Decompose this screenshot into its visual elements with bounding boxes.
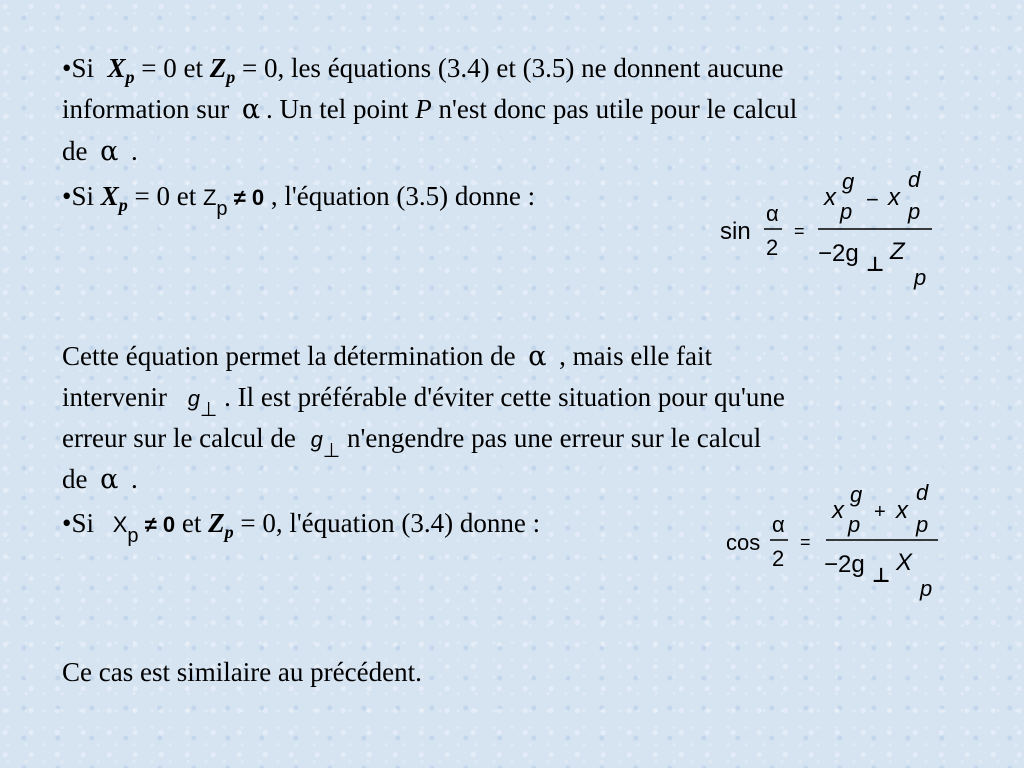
- var-Xp: $X_p$: [107, 53, 135, 87]
- equals: =: [800, 532, 811, 552]
- svg-text:d: d: [908, 167, 921, 192]
- g-perp-symbol: g⊥: [310, 427, 341, 462]
- condition-Xp-neq-0: Xp ≠ 0: [112, 512, 176, 547]
- var-Xp: $X_p$: [100, 181, 128, 215]
- alpha-symbol: α: [100, 136, 119, 167]
- two: 2: [772, 546, 785, 571]
- alpha-symbol: α: [528, 341, 547, 372]
- svg-text:p: p: [920, 576, 933, 601]
- svg-text:⊥: ⊥: [866, 254, 885, 276]
- svg-text:x: x: [896, 497, 908, 524]
- para1-line2: information sur α . Un tel point P n'est donc pas utile pour le calcul: [62, 94, 798, 125]
- fn-label: sin: [720, 218, 751, 245]
- formula-sin-svg: [718, 165, 958, 295]
- var-Zp: $Z_p$: [208, 508, 234, 542]
- svg-text:p: p: [914, 265, 927, 290]
- svg-text:g: g: [850, 482, 863, 507]
- svg-text:−2g: −2g: [818, 240, 859, 267]
- alpha: α: [772, 512, 785, 537]
- svg-text:x: x: [888, 184, 900, 211]
- svg-text:x: x: [824, 184, 836, 211]
- g-perp-symbol: g⊥: [187, 386, 218, 421]
- var-P: P: [415, 94, 432, 124]
- para4-line: •Si Xp ≠ 0 et $Z_p = 0$, l'équation (3.4) donne :: [62, 508, 541, 547]
- para3-line3: erreur sur le calcul de g⊥ n'engendre pas une erreur sur le calcul: [62, 423, 762, 462]
- para3-line1: Cette équation permet la détermination de α , mais elle fait: [62, 341, 713, 372]
- svg-text:p: p: [908, 199, 921, 224]
- svg-text:p: p: [848, 512, 861, 537]
- svg-text:X: X: [896, 549, 913, 576]
- para3-line2: intervenir g⊥ . Il est préférable d'éviter cette situation pour qu'une: [62, 382, 785, 421]
- alpha-symbol: α: [241, 94, 261, 125]
- formula-cos-svg: [724, 478, 964, 608]
- para2-line: •Si $X_p = 0$ et Zp ≠ 0 , l'équation (3.5) donne :: [62, 181, 536, 220]
- two: 2: [766, 235, 779, 260]
- svg-text:p: p: [840, 199, 853, 224]
- equals: =: [794, 221, 805, 241]
- bullet: •Si: [62, 53, 94, 83]
- fn-label: cos: [726, 530, 761, 555]
- svg-text:−2g: −2g: [824, 551, 865, 578]
- para3-line4: de α .: [62, 464, 138, 495]
- alpha: α: [766, 201, 779, 226]
- para5-line: Ce cas est similaire au précédent.: [62, 657, 422, 687]
- svg-text:p: p: [916, 512, 929, 537]
- formula-sin: [718, 165, 958, 301]
- svg-text:+: +: [874, 501, 886, 523]
- formula-cos: [724, 478, 964, 614]
- para1-line1: •Si $X_p = 0$ et $Z_p = 0$, les équations (3.4) et (3.5) ne donnent aucune: [62, 53, 784, 87]
- var-Zp: $Z_p$: [209, 53, 236, 87]
- svg-text:x: x: [832, 497, 844, 524]
- condition-Zp-neq-0: Zp ≠ 0: [202, 185, 265, 220]
- svg-text:d: d: [916, 480, 929, 505]
- alpha-symbol: α: [100, 464, 119, 495]
- svg-text:−: −: [866, 187, 879, 212]
- para1-line3: de α .: [62, 136, 138, 167]
- svg-text:g: g: [842, 169, 855, 194]
- svg-text:Z: Z: [890, 238, 905, 265]
- svg-text:⊥: ⊥: [872, 565, 891, 587]
